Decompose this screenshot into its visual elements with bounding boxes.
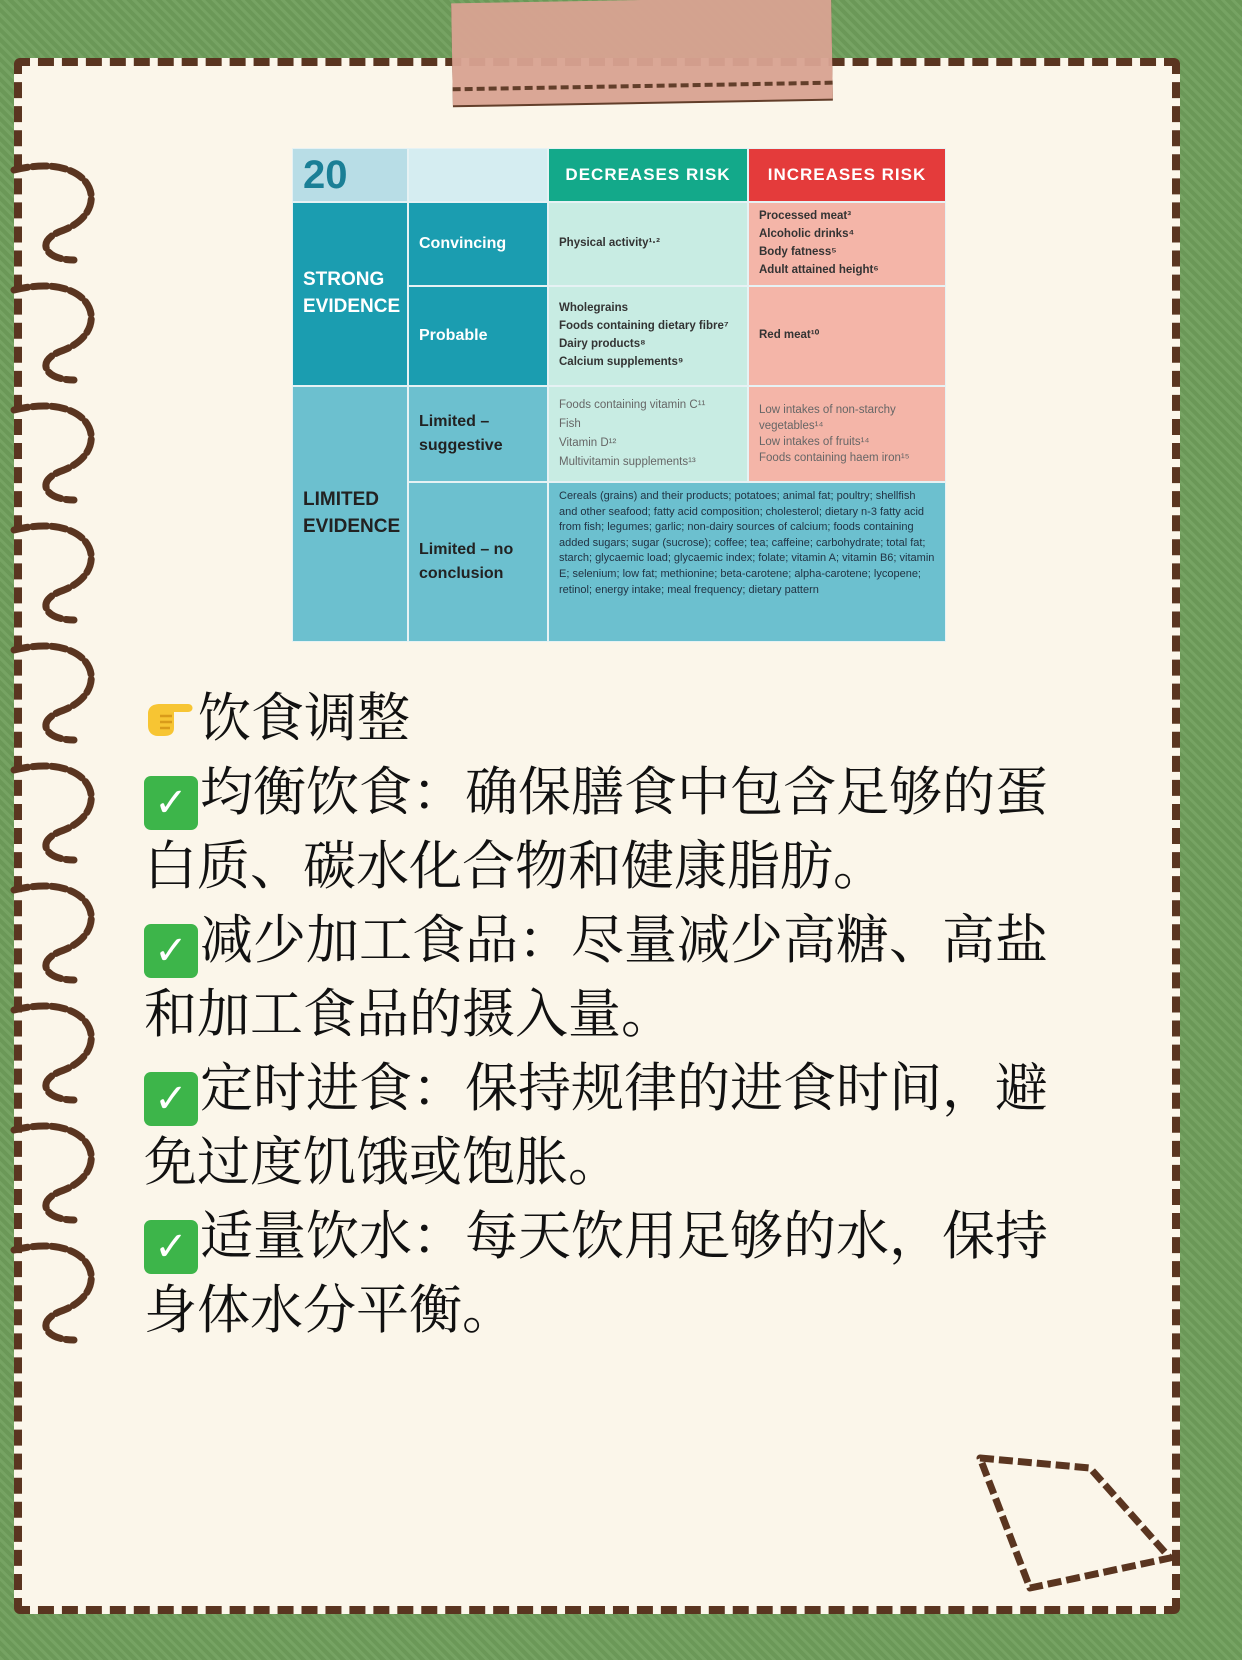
check-mark-icon: ✓	[144, 924, 198, 978]
item-text: 均衡饮食：确保膳食中包含足够的蛋	[200, 762, 1048, 823]
year-fragment: 20	[292, 148, 408, 202]
spiral-binding-decoration	[4, 150, 114, 1450]
section-heading: 饮食调整	[198, 688, 410, 749]
factor: Dairy products⁸	[559, 338, 646, 350]
cancer-risk-evidence-table	[292, 148, 946, 642]
tape-decoration	[451, 0, 833, 105]
factor: Physical activity¹·²	[559, 237, 660, 250]
factor: Fish	[559, 418, 581, 431]
no-conclusion-label: Limited – no conclusion	[408, 482, 548, 642]
factor: Red meat¹⁰	[759, 329, 820, 342]
strong-evidence-label: STRONG EVIDENCE	[292, 202, 408, 386]
limited-evidence-label: LIMITED EVIDENCE	[292, 386, 408, 642]
factor: Vitamin D¹²	[559, 437, 617, 449]
item-text: 减少加工食品：尽量减少高糖、高盐	[200, 910, 1048, 971]
check-mark-icon: ✓	[144, 776, 198, 830]
item-line: 白质、碳水化合物和健康脂肪。	[144, 836, 886, 897]
suggestive-label: Limited – suggestive	[408, 386, 548, 482]
diet-advice-text	[144, 682, 1104, 1348]
header-blank	[408, 148, 548, 202]
factor: Multivitamin supplements¹³	[559, 455, 696, 468]
page-curl-decoration	[970, 1448, 1180, 1598]
factor: Wholegrains	[559, 302, 629, 315]
item-line: 身体水分平衡。	[144, 1280, 515, 1341]
probable-label: Probable	[408, 286, 548, 386]
no-conclusion-factors: Cereals (grains) and their products; potatoes; animal fat; poultry; shellfish and other seafood; fatty acid composition; cholesterol; dietary n-3 fatty acid from fish; legumes; garlic; non-dairy sources of calcium; foods containing added sugars; sugar (sucrose); coffee; tea; caffeine; carbohydrate; total fat; starch; glycaemic load; glycaemic index; folate; vitamin A; vitamin B6; vitamin E; selenium; low fat; methionine; beta-carotene; alpha-carotene; lycopene; retinol; energy intake; meal frequency; dietary pattern	[548, 482, 946, 642]
probable-increases	[748, 286, 946, 386]
factor: Processed meat³	[759, 210, 852, 223]
factor: Foods containing vitamin C¹¹	[559, 399, 706, 412]
item-line: 和加工食品的摄入量。	[144, 984, 674, 1045]
factor: Low intakes of fruits¹⁴	[759, 436, 870, 448]
item-text: 定时进食：保持规律的进食时间，避	[200, 1058, 1048, 1119]
item-line	[144, 1200, 1104, 1274]
factor: Alcoholic drinks⁴	[759, 228, 855, 241]
convincing-label: Convincing	[408, 202, 548, 286]
item-text: 适量饮水：每天饮用足够的水，保持	[200, 1206, 1048, 1267]
convincing-increases	[748, 202, 946, 286]
check-mark-icon: ✓	[144, 1220, 198, 1274]
item-line: 免过度饥饿或饱胀。	[144, 1132, 621, 1193]
check-mark-icon: ✓	[144, 1072, 198, 1126]
backhand-index-pointing-right-icon	[144, 690, 196, 742]
decreases-risk-header: DECREASES RISK	[548, 148, 748, 202]
suggestive-increases	[748, 386, 946, 482]
factor: Low intakes of non-starchy vegetables¹⁴	[759, 403, 896, 432]
heading-line	[144, 682, 1104, 756]
convincing-decreases	[548, 202, 748, 286]
factor: Body fatness⁵	[759, 246, 837, 258]
factor: Adult attained height⁶	[759, 263, 879, 276]
factor: Foods containing dietary fibre⁷	[559, 320, 729, 333]
item-line	[144, 756, 1104, 830]
item-line	[144, 1052, 1104, 1126]
suggestive-decreases	[548, 386, 748, 482]
factor: Calcium supplements⁹	[559, 355, 684, 368]
probable-decreases	[548, 286, 748, 386]
item-line	[144, 904, 1104, 978]
increases-risk-header: INCREASES RISK	[748, 148, 946, 202]
factor: Foods containing haem iron¹⁵	[759, 452, 910, 465]
